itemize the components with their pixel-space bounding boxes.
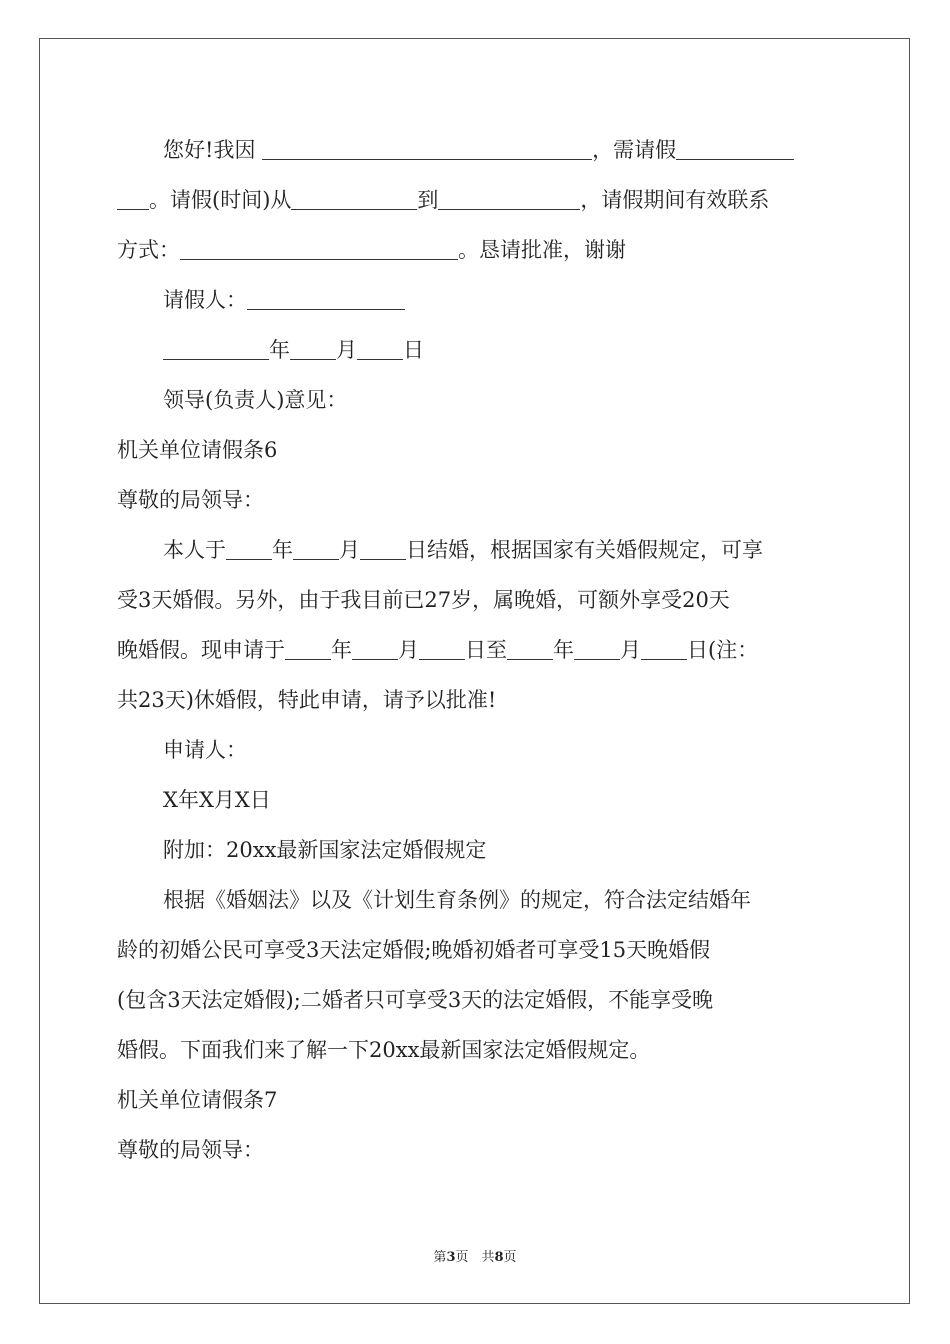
blank-contact: [180, 239, 458, 260]
paragraph-line: 共23天)休婚假，特此申请，请予以批准!: [117, 688, 497, 712]
blank: [419, 639, 465, 660]
form-line-2: [117, 187, 769, 213]
text: 年: [272, 538, 293, 562]
text: 月: [398, 638, 419, 662]
date-line: [163, 337, 424, 363]
applicant-line: [163, 287, 405, 313]
text: 页 共: [455, 1250, 495, 1265]
blank: [117, 189, 149, 210]
blank-from: [291, 189, 417, 210]
blank: [285, 639, 331, 660]
page-total: 8: [494, 1250, 504, 1265]
text: 日(注：: [687, 638, 759, 662]
text: 。恳请批准，谢谢: [458, 238, 626, 262]
blank: [641, 639, 687, 660]
blank: [352, 639, 398, 660]
text: 日: [403, 338, 424, 362]
paragraph-line: 婚假。下面我们来了解一下20xx最新国家法定婚假规定。: [117, 1038, 651, 1062]
applicant-label: 请假人：: [163, 288, 247, 312]
page-border: [39, 38, 910, 1304]
blank-days: [676, 139, 794, 160]
text: 本人于: [163, 538, 226, 562]
blank-applicant: [247, 289, 405, 310]
salutation: 尊敬的局领导：: [117, 1138, 264, 1162]
paragraph-line: 受3天婚假。另外，由于我目前已27岁，属晚婚，可额外享受20天: [117, 588, 730, 612]
blank: [226, 539, 272, 560]
text: 方式：: [117, 238, 180, 262]
section-title-6: 机关单位请假条6: [117, 438, 278, 462]
text: ，请假期间有效联系: [580, 188, 770, 212]
text: 到: [417, 188, 439, 212]
text: 。请假(时间)从: [149, 188, 292, 212]
text: 您好!我因: [163, 138, 263, 162]
blank: [360, 539, 406, 560]
text: 年: [331, 638, 352, 662]
leader-opinion: 领导(负责人)意见：: [163, 388, 348, 412]
text: ，需请假: [592, 138, 677, 162]
blank: [574, 639, 620, 660]
blank-to: [438, 189, 580, 210]
text: 月: [339, 538, 360, 562]
section-title-7: 机关单位请假条7: [117, 1088, 278, 1112]
text: 日结婚，根据国家有关婚假规定，可享: [406, 538, 763, 562]
blank-month: [290, 339, 336, 360]
paragraph-line: [117, 637, 758, 663]
paragraph-line: (包含3天法定婚假);二婚者只可享受3天的法定婚假，不能享受晚: [117, 988, 714, 1012]
paragraph-line: 龄的初婚公民可享受3天法定婚假;晚婚初婚者可享受15天晚婚假: [117, 938, 711, 962]
text: 日至: [465, 638, 507, 662]
text: 晚婚假。现申请于: [117, 638, 285, 662]
paragraph-line: [163, 537, 763, 563]
blank: [507, 639, 553, 660]
text: 页: [503, 1250, 517, 1265]
page-footer: [0, 1246, 950, 1265]
blank-year: [163, 339, 269, 360]
text: 第: [433, 1250, 447, 1265]
appendix-heading: 附加：20xx最新国家法定婚假规定: [163, 838, 487, 862]
salutation: 尊敬的局领导：: [117, 488, 264, 512]
blank: [293, 539, 339, 560]
page-number: 3: [446, 1250, 456, 1265]
text: 年: [269, 338, 290, 362]
form-line-1: [163, 137, 794, 163]
text: 年: [553, 638, 574, 662]
text: 月: [336, 338, 357, 362]
text: 月: [620, 638, 641, 662]
form-line-3: [117, 237, 626, 263]
paragraph-line: 根据《婚姻法》以及《计划生育条例》的规定，符合法定结婚年: [163, 888, 751, 912]
date-text: X年X月X日: [163, 788, 271, 812]
blank-day: [357, 339, 403, 360]
blank-reason: [262, 139, 592, 160]
applicant-label: 申请人：: [163, 738, 247, 762]
